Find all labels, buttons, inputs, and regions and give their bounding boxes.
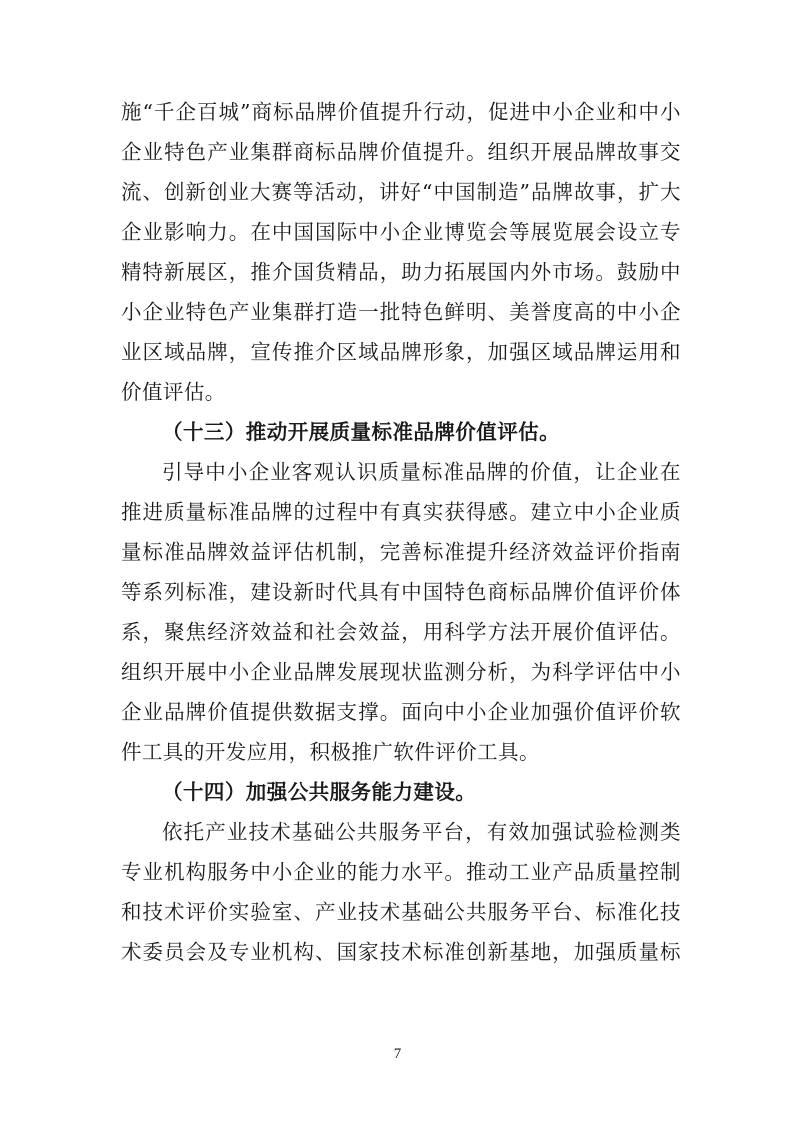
text-line: 术委员会及专业机构、国家技术标准创新基地，加强质量标 xyxy=(121,940,681,964)
paragraph xyxy=(121,452,681,772)
text-line: 组织开展中小企业品牌发展现状监测分析，为科学评估中小 xyxy=(121,660,681,684)
body-text xyxy=(121,92,681,972)
text-line: 专业机构服务中小企业的能力水平。推动工业产品质量控制 xyxy=(121,860,681,884)
text-line: 引导中小企业客观认识质量标准品牌的价值，让企业在 xyxy=(162,460,681,484)
paragraph xyxy=(121,812,681,972)
text-line: 等系列标准，建设新时代具有中国特色商标品牌价值评价体 xyxy=(121,580,681,604)
text-line: 量标准品牌效益评估机制，完善标准提升经济效益评价指南 xyxy=(121,540,681,564)
section-heading: （十四）加强公共服务能力建设。 xyxy=(162,780,477,804)
text-line: 企业品牌价值提供数据支撑。面向中小企业加强价值评价软 xyxy=(121,700,681,724)
paragraph xyxy=(121,92,681,412)
text-line: 件工具的开发应用，积极推广软件评价工具。 xyxy=(121,740,540,764)
text-line: 小企业特色产业集群打造一批特色鲜明、美誉度高的中小企 xyxy=(121,300,681,324)
text-line: 和技术评价实验室、产业技术基础公共服务平台、标准化技 xyxy=(121,900,681,924)
page-number: 7 xyxy=(393,1046,402,1062)
text-line: 系，聚焦经济效益和社会效益，用科学方法开展价值评估。 xyxy=(121,620,681,644)
text-line: 价值评估。 xyxy=(121,380,226,404)
text-line: 业区域品牌，宣传推介区域品牌形象，加强区域品牌运用和 xyxy=(121,340,681,364)
text-line: 依托产业技术基础公共服务平台，有效加强试验检测类 xyxy=(162,820,681,844)
text-line: 精特新展区，推介国货精品，助力拓展国内外市场。鼓励中 xyxy=(121,260,681,284)
section-heading: （十三）推动开展质量标准品牌价值评估。 xyxy=(162,420,561,444)
text-line: 企业影响力。在中国国际中小企业博览会等展览展会设立专 xyxy=(121,220,681,244)
text-line: 企业特色产业集群商标品牌价值提升。组织开展品牌故事交 xyxy=(121,140,681,164)
text-line: 施“千企百城”商标品牌价值提升行动，促进中小企业和中小 xyxy=(121,100,681,124)
text-line: 推进质量标准品牌的过程中有真实获得感。建立中小企业质 xyxy=(121,500,681,524)
text-line: 流、创新创业大赛等活动，讲好“中国制造”品牌故事，扩大 xyxy=(121,180,681,204)
